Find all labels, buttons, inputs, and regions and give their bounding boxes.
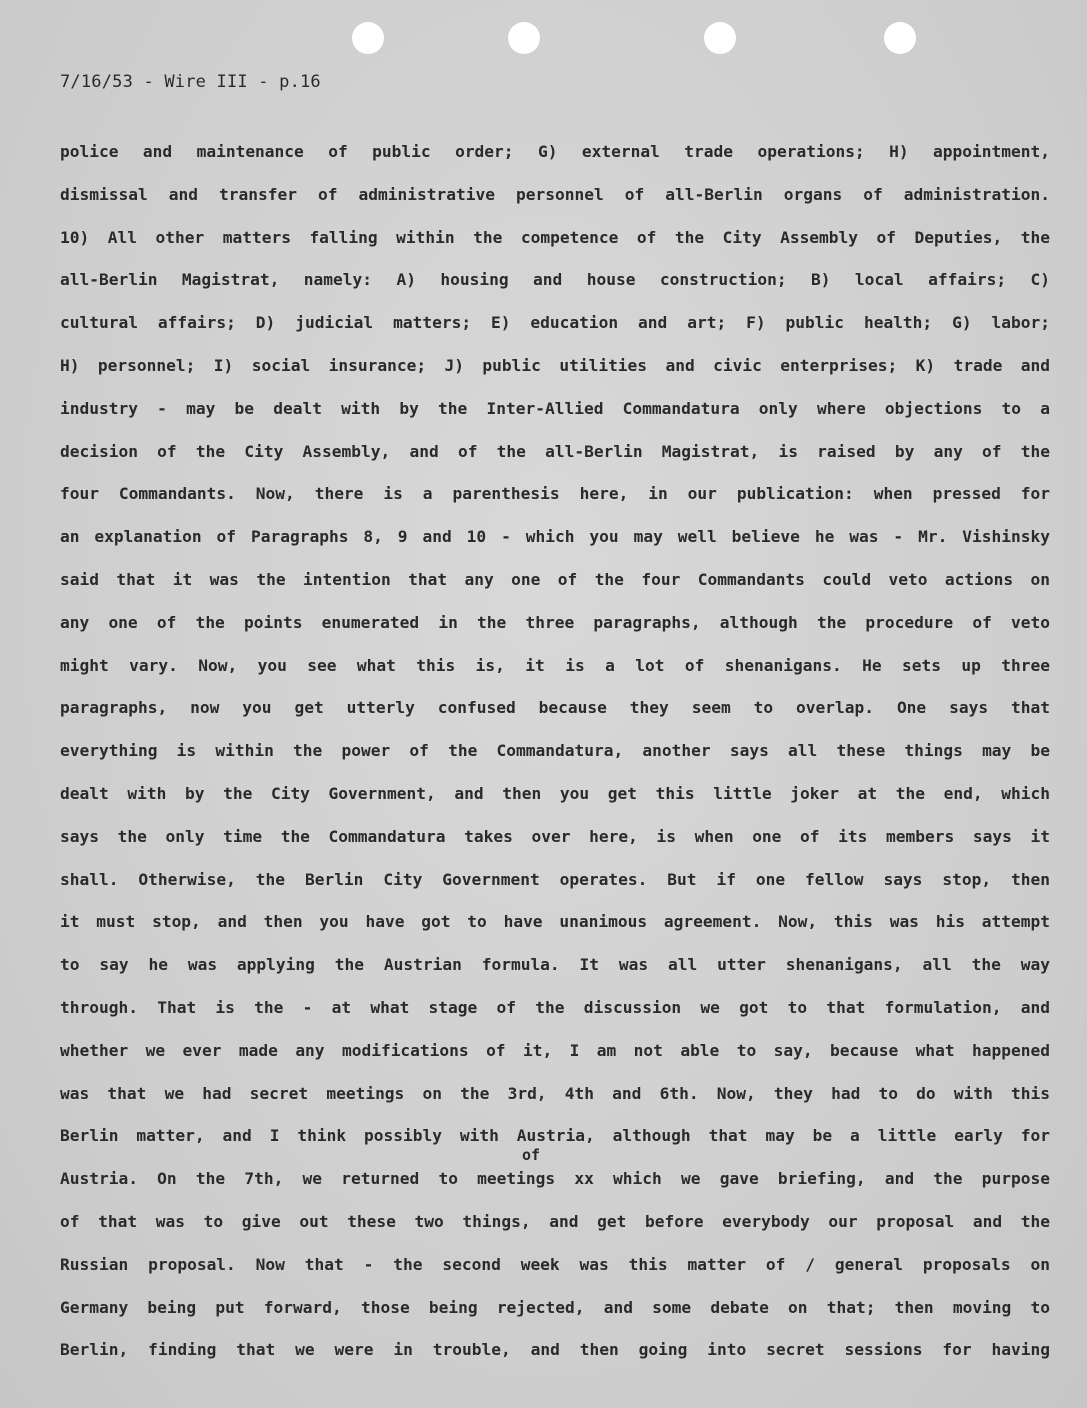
text-line: dealt with by the City Government, and then you get this little joker at the end, which [60, 783, 1050, 803]
punch-hole [704, 22, 736, 54]
text-line: dismissal and transfer of administrative personnel of all-Berlin organs of administration. [60, 184, 1050, 204]
text-line: through. That is the - at what stage of the discussion we got to that formulation, and [60, 997, 1050, 1017]
text-line: whether we ever made any modifications of it, I am not able to say, because what happened [60, 1040, 1050, 1060]
text-line: Germany being put forward, those being rejected, and some debate on that; then moving to [60, 1297, 1050, 1317]
text-line: Russian proposal. Now that - the second week was this matter of / general proposals on [60, 1254, 1050, 1274]
text-line: of that was to give out these two things, and get before everybody our proposal and the [60, 1211, 1050, 1231]
text-line: Berlin matter, and I think possibly with Austria, although that may be a little early for [60, 1126, 1050, 1146]
text-line: cultural affairs; D) judicial matters; E) education and art; F) public health; G) labor; [60, 313, 1050, 333]
punch-hole [508, 22, 540, 54]
text-line: 10) All other matters falling within the competence of the City Assembly of Deputies, the [60, 227, 1050, 247]
punch-hole [352, 22, 384, 54]
text-line: to say he was applying the Austrian formula. It was all utter shenanigans, all the way [60, 955, 1050, 975]
text-line: says the only time the Commandatura takes over here, is when one of its members says it [60, 826, 1050, 846]
text-line: decision of the City Assembly, and of the all-Berlin Magistrat, is raised by any of the [60, 441, 1050, 461]
text-line: industry - may be dealt with by the Inter-Allied Commandatura only where objections to a [60, 398, 1050, 418]
text-line: Berlin, finding that we were in trouble, and then going into secret sessions for having [60, 1340, 1050, 1360]
interlinear-insertion: of [522, 1146, 541, 1164]
text-line: all-Berlin Magistrat, namely: A) housing and house construction; B) local affairs; C) [60, 270, 1050, 290]
text-line: any one of the points enumerated in the three paragraphs, although the procedure of veto [60, 612, 1050, 632]
text-line: Austria. On the 7th, we returned to meetings xx which we gave briefing, and the purpose [60, 1169, 1050, 1189]
typed-body [60, 138, 1050, 1379]
text-line: paragraphs, now you get utterly confused because they seem to overlap. One says that [60, 698, 1050, 718]
text-line: everything is within the power of the Commandatura, another says all these things may be [60, 741, 1050, 761]
text-line: said that it was the intention that any one of the four Commandants could veto actions on [60, 569, 1050, 589]
text-line: it must stop, and then you have got to have unanimous agreement. Now, this was his attempt [60, 912, 1050, 932]
text-line: H) personnel; I) social insurance; J) public utilities and civic enterprises; K) trade and [60, 355, 1050, 375]
page-header: 7/16/53 - Wire III - p.16 [60, 72, 321, 92]
text-line: an explanation of Paragraphs 8, 9 and 10 - which you may well believe he was - Mr. Vishinsky [60, 527, 1050, 547]
text-line: police and maintenance of public order; G) external trade operations; H) appointment, [60, 142, 1050, 161]
punch-hole [884, 22, 916, 54]
text-line: shall. Otherwise, the Berlin City Government operates. But if one fellow says stop, then [60, 869, 1050, 889]
text-line: four Commandants. Now, there is a parenthesis here, in our publication: when pressed for [60, 484, 1050, 504]
text-line: might vary. Now, you see what this is, it is a lot of shenanigans. He sets up three [60, 655, 1050, 675]
text-line: was that we had secret meetings on the 3rd, 4th and 6th. Now, they had to do with this [60, 1083, 1050, 1103]
